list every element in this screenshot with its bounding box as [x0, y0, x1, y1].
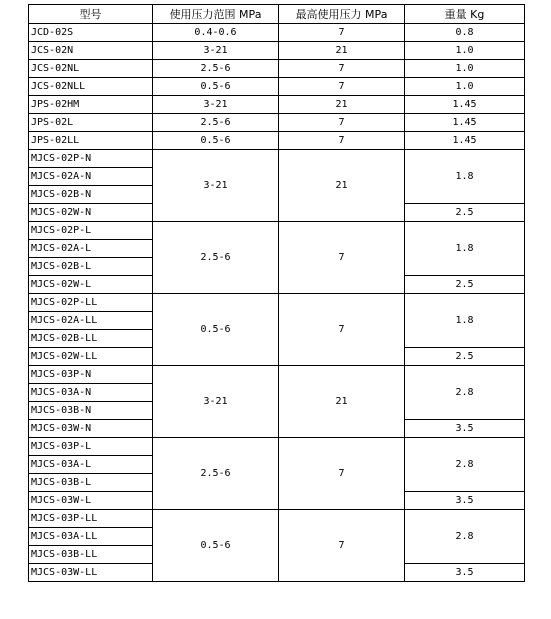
weight-cell: 1.45 [405, 114, 525, 132]
table-row [29, 114, 525, 132]
pressure-range-cell: 0.5-6 [153, 294, 279, 366]
weight-cell: 1.0 [405, 60, 525, 78]
weight-cell: 2.5 [405, 204, 525, 222]
model-cell: MJCS-02P-LL [29, 294, 153, 312]
pressure-range-cell: 3-21 [153, 150, 279, 222]
weight-cell: 1.8 [405, 222, 525, 276]
model-cell: JPS-02LL [29, 132, 153, 150]
table-row [29, 96, 525, 114]
weight-cell: 1.45 [405, 96, 525, 114]
model-cell: JCD-02S [29, 24, 153, 42]
pressure-range-cell: 2.5-6 [153, 222, 279, 294]
table-row [29, 24, 525, 42]
pressure-range-cell: 0.5-6 [153, 78, 279, 96]
header-pressure-range: 使用压力范围 MPa [153, 5, 279, 24]
model-cell: JPS-02HM [29, 96, 153, 114]
model-cell: MJCS-03B-LL [29, 546, 153, 564]
model-cell: MJCS-02A-LL [29, 312, 153, 330]
model-cell: MJCS-03A-N [29, 384, 153, 402]
pressure-range-cell: 3-21 [153, 42, 279, 60]
weight-cell: 1.45 [405, 132, 525, 150]
table-row [29, 438, 525, 456]
max-pressure-cell: 7 [279, 24, 405, 42]
table-row [29, 78, 525, 96]
table-row [29, 132, 525, 150]
header-model: 型号 [29, 5, 153, 24]
max-pressure-cell: 7 [279, 438, 405, 510]
pressure-range-cell: 0.5-6 [153, 132, 279, 150]
model-cell: MJCS-03A-L [29, 456, 153, 474]
model-cell: MJCS-03B-L [29, 474, 153, 492]
model-cell: MJCS-03W-LL [29, 564, 153, 582]
model-cell: MJCS-03P-LL [29, 510, 153, 528]
weight-cell: 1.0 [405, 42, 525, 60]
model-cell: MJCS-02B-N [29, 186, 153, 204]
table-row [29, 150, 525, 168]
pressure-range-cell: 2.5-6 [153, 438, 279, 510]
weight-cell: 2.8 [405, 510, 525, 564]
max-pressure-cell: 7 [279, 60, 405, 78]
model-cell: JCS-02NL [29, 60, 153, 78]
pressure-range-cell: 0.4-0.6 [153, 24, 279, 42]
table-row [29, 60, 525, 78]
model-cell: MJCS-02A-N [29, 168, 153, 186]
weight-cell: 1.0 [405, 78, 525, 96]
max-pressure-cell: 7 [279, 294, 405, 366]
max-pressure-cell: 21 [279, 150, 405, 222]
pressure-range-cell: 3-21 [153, 96, 279, 114]
model-cell: MJCS-02P-L [29, 222, 153, 240]
model-cell: MJCS-02W-LL [29, 348, 153, 366]
max-pressure-cell: 21 [279, 366, 405, 438]
model-cell: MJCS-02B-L [29, 258, 153, 276]
table-row [29, 510, 525, 528]
weight-cell: 0.8 [405, 24, 525, 42]
model-cell: MJCS-02P-N [29, 150, 153, 168]
model-cell: MJCS-02W-N [29, 204, 153, 222]
weight-cell: 2.5 [405, 276, 525, 294]
pressure-range-cell: 3-21 [153, 366, 279, 438]
weight-cell: 3.5 [405, 564, 525, 582]
max-pressure-cell: 7 [279, 114, 405, 132]
weight-cell: 1.8 [405, 150, 525, 204]
table-row [29, 366, 525, 384]
weight-cell: 1.8 [405, 294, 525, 348]
pressure-range-cell: 2.5-6 [153, 60, 279, 78]
header-max-pressure: 最高使用压力 MPa [279, 5, 405, 24]
max-pressure-cell: 21 [279, 42, 405, 60]
pressure-range-cell: 2.5-6 [153, 114, 279, 132]
model-cell: MJCS-03A-LL [29, 528, 153, 546]
max-pressure-cell: 21 [279, 96, 405, 114]
weight-cell: 3.5 [405, 420, 525, 438]
max-pressure-cell: 7 [279, 510, 405, 582]
table-row [29, 222, 525, 240]
model-cell: MJCS-03B-N [29, 402, 153, 420]
weight-cell: 2.8 [405, 438, 525, 492]
weight-cell: 2.8 [405, 366, 525, 420]
spec-body [29, 24, 525, 582]
model-cell: JCS-02N [29, 42, 153, 60]
model-cell: MJCS-02W-L [29, 276, 153, 294]
max-pressure-cell: 7 [279, 78, 405, 96]
model-cell: MJCS-03W-L [29, 492, 153, 510]
model-cell: MJCS-03P-L [29, 438, 153, 456]
max-pressure-cell: 7 [279, 222, 405, 294]
model-cell: MJCS-03P-N [29, 366, 153, 384]
weight-cell: 3.5 [405, 492, 525, 510]
weight-cell: 2.5 [405, 348, 525, 366]
table-row [29, 294, 525, 312]
table-row [29, 42, 525, 60]
model-cell: MJCS-03W-N [29, 420, 153, 438]
max-pressure-cell: 7 [279, 132, 405, 150]
pressure-range-cell: 0.5-6 [153, 510, 279, 582]
model-cell: MJCS-02B-LL [29, 330, 153, 348]
header-row [29, 5, 525, 24]
header-weight: 重量 Kg [405, 5, 525, 24]
model-cell: MJCS-02A-L [29, 240, 153, 258]
model-cell: JCS-02NLL [29, 78, 153, 96]
model-cell: JPS-02L [29, 114, 153, 132]
spec-table [28, 4, 525, 582]
